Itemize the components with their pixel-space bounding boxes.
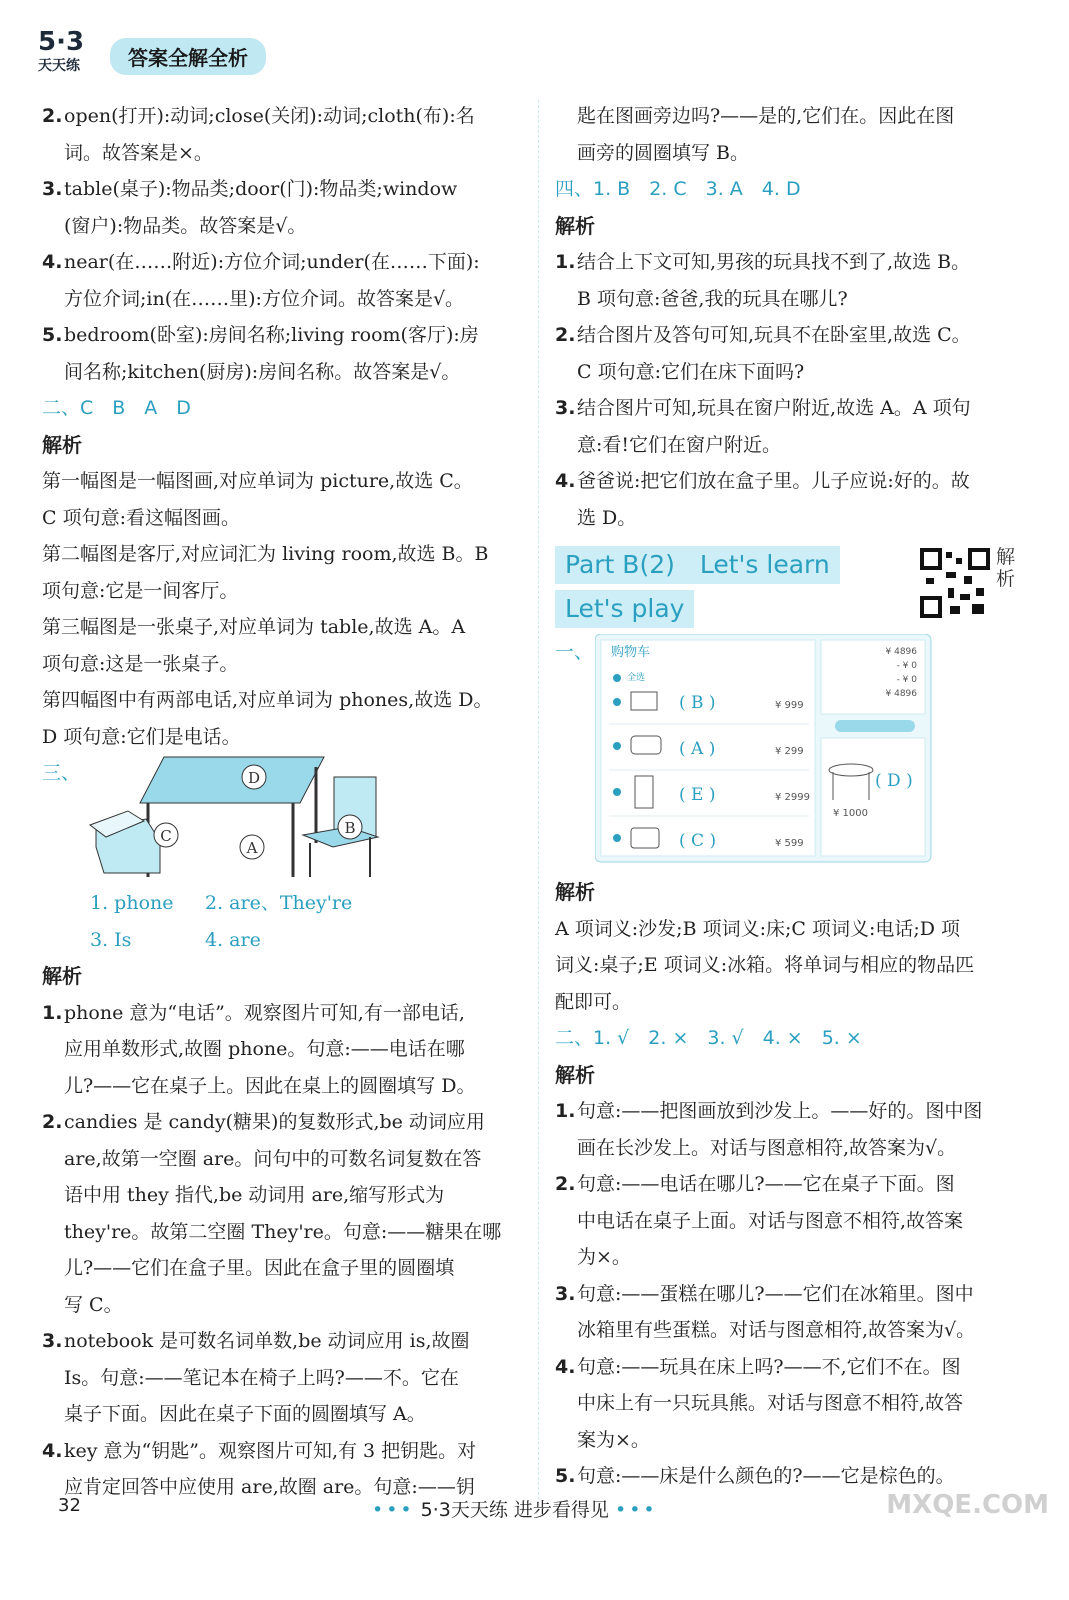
- continued-text: [555, 98, 1030, 171]
- item-text: 间名称;kitchen(厨房):房间名称。故答案是√。: [64, 360, 461, 383]
- item-text: 句意:——电话在哪儿?——它在桌子下面。图: [577, 1173, 955, 1195]
- analysis-heading: 解析: [555, 880, 595, 904]
- item-text: 选 D。: [577, 506, 637, 529]
- list-item: [42, 317, 522, 390]
- item-text: 为×。: [577, 1246, 631, 1268]
- part-title: Part B(2) Let's learn: [555, 546, 840, 584]
- cart-row-price: ¥ 999: [775, 700, 804, 711]
- summary-discount: - ¥ 0: [896, 675, 917, 685]
- circle-label-a: A: [246, 839, 258, 857]
- text-line: D 项句意:它们是电话。: [42, 725, 241, 748]
- item-text: 中电话在桌子上面。对话与图意不相符,故答案: [577, 1209, 964, 1232]
- item-text: they're。故第二空圈 They're。句意:——糖果在哪: [64, 1220, 502, 1243]
- section-4-analysis: [555, 244, 1030, 536]
- cart-row-answer: ( E ): [679, 785, 716, 805]
- item-text: 句意:——玩具在床上吗?——不,它们不在。图: [577, 1355, 961, 1378]
- section-3-answers: [42, 885, 522, 958]
- list-item: [555, 1166, 1030, 1276]
- item-text: are,故第一空圈 are。问句中的可数名词复数在答: [64, 1147, 482, 1170]
- cart-analysis: [555, 911, 1030, 1021]
- item-text: (窗户):物品类。故答案是√。: [64, 214, 307, 237]
- item-text: 冰箱里有些蛋糕。对话与图意相符,故答案为√。: [577, 1319, 976, 1341]
- summary-total: ¥ 4896: [885, 647, 917, 657]
- item-text: 方位介词;in(在……里):方位介词。故答案是√。: [64, 287, 465, 310]
- analysis-heading: 解析: [555, 1062, 595, 1087]
- item-text: 画旁的圆圈填写 B。: [577, 141, 750, 164]
- list-item: [42, 1323, 522, 1433]
- qr-label: 解析: [996, 546, 1016, 590]
- text-line: C 项句意:看这幅图画。: [42, 506, 240, 529]
- part-heading-block: [555, 542, 1030, 634]
- item-text: Is。句意:——笔记本在椅子上吗?——不。它在: [64, 1366, 459, 1389]
- item-text: 写 C。: [64, 1293, 123, 1316]
- cart-select-all: 全选: [627, 673, 646, 683]
- item-number: 5.: [555, 1465, 576, 1487]
- item-text: 匙在图画旁边吗?——是的,它们在。因此在图: [577, 105, 955, 127]
- cart-row-answer: ( A ): [679, 739, 716, 759]
- item-number: 5.: [42, 324, 63, 346]
- text-line: 第三幅图是一张桌子,对应单词为 table,故选 A。A: [42, 616, 466, 638]
- item-number: 3.: [42, 1330, 63, 1352]
- text-line: 项句意:这是一张桌子。: [42, 652, 239, 675]
- list-item: [555, 1349, 1030, 1459]
- item-text: 句意:——把图画放到沙发上。——好的。图中图: [577, 1100, 983, 1122]
- right-column: [555, 98, 1030, 1495]
- list-item: [555, 463, 1030, 536]
- list-item: [42, 98, 522, 171]
- list-item: [555, 1276, 1030, 1349]
- item-text: 词。故答案是×。: [64, 141, 213, 164]
- side-answer: ( D ): [875, 771, 913, 791]
- logo: [38, 27, 100, 78]
- item-text: 应肯定回答中应使用 are,故圈 are。句意:——钥: [64, 1476, 475, 1498]
- dots-right: •••: [614, 1499, 658, 1521]
- item-number: 2.: [555, 324, 576, 346]
- analysis-heading: 解析: [555, 213, 595, 238]
- circle-label-b: B: [344, 819, 356, 837]
- text-line: 配即可。: [555, 990, 632, 1013]
- cart-title: 购物车: [611, 645, 651, 660]
- answer-2: 2. are、They're: [205, 892, 353, 914]
- list-item: [555, 1093, 1030, 1166]
- cart-row-answer: ( B ): [679, 693, 716, 713]
- section-2-analysis: [555, 1093, 1030, 1495]
- item-number: 2.: [555, 1173, 576, 1195]
- circle-label-d: D: [247, 769, 261, 787]
- text-line: 词义:桌子;E 项词义:冰箱。将单词与相应的物品匹: [555, 954, 975, 976]
- section-1-items: [42, 98, 522, 390]
- page-header: [38, 27, 438, 80]
- item-text: 画在长沙发上。对话与图意相符,故答案为√。: [577, 1136, 957, 1159]
- logo-sub: 天天练: [38, 58, 80, 74]
- section-2-answer: 二、1. √ 2. × 3. √ 4. × 5. ×: [555, 1027, 862, 1049]
- item-text: B 项句意:爸爸,我的玩具在哪儿?: [577, 287, 848, 310]
- item-text: key 意为“钥匙”。观察图片可知,有 3 把钥匙。对: [64, 1439, 477, 1462]
- page-number: 32: [58, 1495, 81, 1516]
- answer-4: 4. are: [205, 928, 261, 951]
- item-number: 2.: [42, 1111, 63, 1133]
- item-text: 爸爸说:把它们放在盒子里。儿子应说:好的。故: [577, 470, 970, 492]
- text-line: A 项词义:沙发;B 项词义:床;C 项词义:电话;D 项: [555, 917, 961, 940]
- item-number: 3.: [555, 1282, 576, 1305]
- list-item: [42, 244, 522, 317]
- text-line: 项句意:它是一间客厅。: [42, 579, 239, 602]
- logo-main: 5·3: [38, 27, 85, 57]
- item-text: 中床上有一只玩具熊。对话与图意不相符,故答: [577, 1392, 964, 1414]
- footer-slogan: [372, 1495, 658, 1522]
- cart-illustration: [595, 634, 935, 866]
- item-text: table(桌子):物品类;door(门):物品类;window: [64, 178, 458, 200]
- item-number: 1.: [555, 251, 576, 273]
- summary-pay: ¥ 4896: [885, 689, 917, 699]
- header-tag: 答案全解全析: [110, 38, 266, 75]
- answer-1: 1. phone: [90, 892, 174, 914]
- analysis-heading: 解析: [42, 964, 82, 988]
- answer-3: 3. Is: [90, 928, 132, 951]
- cart-row-price: ¥ 599: [775, 838, 804, 849]
- left-column: [42, 98, 522, 1506]
- circle-label-c: C: [160, 827, 172, 845]
- item-number: 1.: [555, 1100, 576, 1122]
- section-1-heading: 一、: [555, 641, 594, 663]
- item-text: 儿?——它们在盒子里。因此在盒子里的圆圈填: [64, 1257, 455, 1279]
- section-3-analysis: [42, 995, 522, 1506]
- item-number: 4.: [555, 1355, 576, 1378]
- item-text: 结合上下文可知,男孩的玩具找不到了,故选 B。: [577, 251, 971, 273]
- list-item: [42, 171, 522, 244]
- shopping-cart-figure: [555, 634, 1030, 874]
- item-number: 4.: [42, 251, 63, 273]
- section-2-analysis: [42, 463, 522, 755]
- list-item: [555, 390, 1030, 463]
- watermark: MXQE.COM: [886, 1490, 1049, 1520]
- item-number: 4.: [42, 1439, 63, 1462]
- item-text: 结合图片及答句可知,玩具不在卧室里,故选 C。: [577, 324, 971, 346]
- section-2-answer: 二、C B A D: [42, 397, 191, 419]
- item-text: near(在……附近):方位介词;under(在……下面):: [64, 251, 480, 273]
- dots-left: •••: [372, 1499, 415, 1521]
- item-text: 桌子下面。因此在桌子下面的圆圈填写 A。: [64, 1403, 426, 1425]
- list-item: [42, 995, 522, 1105]
- text-line: 第一幅图是一幅图画,对应单词为 picture,故选 C。: [42, 470, 473, 492]
- section-4-answer: 四、1. B 2. C 3. A 4. D: [555, 178, 801, 200]
- list-item: [555, 317, 1030, 390]
- side-price: ¥ 1000: [833, 808, 868, 819]
- list-item: [555, 244, 1030, 317]
- column-divider: [538, 100, 539, 1500]
- section-3-figure: [42, 755, 522, 885]
- cart-row-price: ¥ 299: [775, 746, 804, 757]
- list-item: [42, 1104, 522, 1323]
- cart-row-price: ¥ 2999: [775, 792, 810, 803]
- text-line: 第二幅图是客厅,对应词汇为 living room,故选 B。B: [42, 543, 489, 565]
- text-line: 第四幅图中有两部电话,对应单词为 phones,故选 D。: [42, 689, 493, 711]
- item-text: bedroom(卧室):房间名称;living room(客厅):房: [64, 324, 479, 346]
- furniture-illustration: [88, 755, 388, 885]
- item-text: open(打开):动词;close(关闭):动词;cloth(布):名: [64, 105, 475, 127]
- item-text: 应用单数形式,故圈 phone。句意:——电话在哪: [64, 1038, 465, 1060]
- item-text: 案为×。: [577, 1428, 650, 1451]
- item-text: phone 意为“电话”。观察图片可知,有一部电话,: [64, 1001, 465, 1024]
- analysis-heading: 解析: [42, 432, 82, 457]
- section-3-heading: 三、: [42, 762, 81, 784]
- slogan-text: 5·3天天练 进步看得见: [420, 1499, 609, 1521]
- item-text: notebook 是可数名词单数,be 动词应用 is,故圈: [64, 1330, 470, 1352]
- cart-row-answer: ( C ): [679, 831, 717, 851]
- summary-discount: - ¥ 0: [896, 661, 917, 671]
- item-text: 句意:——蛋糕在哪儿?——它们在冰箱里。图中: [577, 1282, 974, 1305]
- part-subtitle: Let's play: [555, 590, 694, 628]
- item-text: 结合图片可知,玩具在窗户附近,故选 A。A 项句: [577, 397, 971, 419]
- item-number: 4.: [555, 470, 576, 492]
- item-number: 3.: [555, 397, 576, 419]
- item-text: 语中用 they 指代,be 动词用 are,缩写形式为: [64, 1184, 445, 1206]
- item-number: 2.: [42, 105, 63, 127]
- item-text: candies 是 candy(糖果)的复数形式,be 动词应用: [64, 1111, 485, 1133]
- item-number: 1.: [42, 1001, 63, 1024]
- item-text: 意:看!它们在窗户附近。: [577, 433, 782, 456]
- item-text: C 项句意:它们在床下面吗?: [577, 360, 805, 383]
- item-number: 3.: [42, 178, 63, 200]
- item-text: 儿?——它在桌子上。因此在桌上的圆圈填写 D。: [64, 1074, 476, 1097]
- qr-code-icon[interactable]: [920, 548, 990, 618]
- item-text: 句意:——床是什么颜色的?——它是棕色的。: [577, 1465, 955, 1487]
